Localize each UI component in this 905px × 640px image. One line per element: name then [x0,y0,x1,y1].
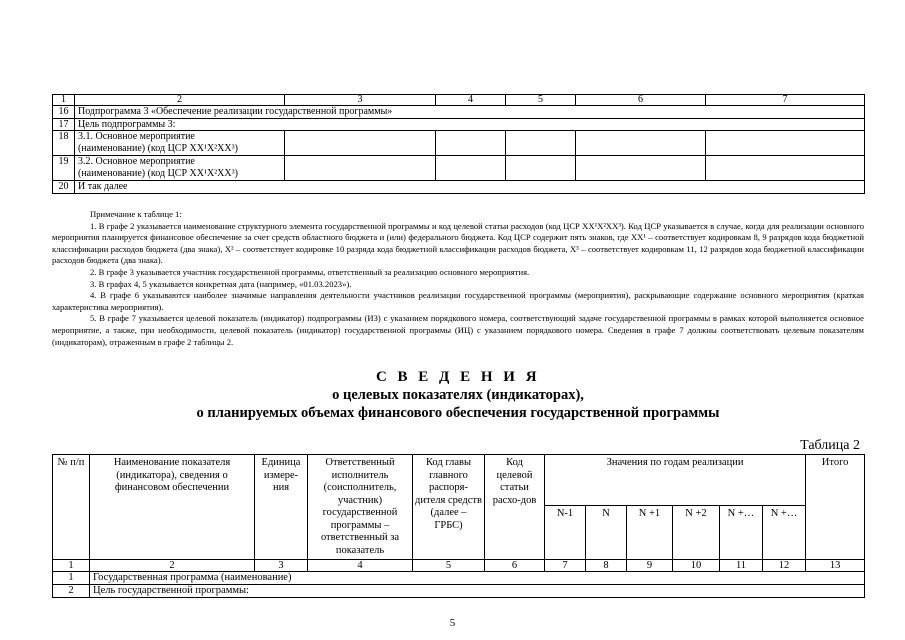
col-number: 13 [806,560,865,572]
row-number: 16 [53,106,75,119]
header-years: Значения по годам реализации [545,455,806,506]
col-number: 9 [627,560,673,572]
empty-cell [506,156,576,181]
note-5: 5. В графе 7 указывается целевой показатель (индикатор) подпрограммы (ИЗ) с указанием порядкового номера, соответствующий задаче государственной программы в рамках которой выполняется основное мероприятие, а также, при необходимости, целевой показатель (индикатор) государственной программы (ИЦ) с указанием порядкового номера. Сведения в графе 7 должны соответствовать целевым показателям (индикаторам), отраженным в графе 2 таблицы 2. [52,313,864,347]
table-row [53,585,865,598]
table-1-notes [52,209,864,348]
table-row [53,131,865,156]
year-n-plus-y: N +… [763,506,806,560]
empty-cell [706,131,865,156]
empty-cell [285,131,436,156]
col-number: 6 [485,560,545,572]
table-1-column-numbers [53,95,865,106]
table-2-caption: Таблица 2 [800,438,860,453]
year-n-plus-2: N +2 [673,506,720,560]
table-1-col-7: 7 [706,95,865,106]
empty-cell [436,131,506,156]
table-row [53,118,865,131]
table-1-col-5: 5 [506,95,576,106]
col-number: 2 [90,560,255,572]
col-number: 11 [720,560,763,572]
note-3: 3. В графах 4, 5 указывается конкретная дата (например, «01.03.2023»). [90,278,352,289]
empty-cell [506,131,576,156]
col-number: 3 [255,560,308,572]
header-total: Итого [806,455,865,560]
section-title [52,368,864,422]
col-number: 5 [413,560,485,572]
header-num: № п/п [53,455,90,560]
header-name: Наименование показателя (индикатора), сведения о финансовом обеспечении [90,455,255,560]
activity-3-1 [75,131,285,156]
empty-cell [285,156,436,181]
table-2-header-row [53,455,865,506]
year-n-plus-1: N +1 [627,506,673,560]
subprogram-3-title: Подпрограмма 3 «Обеспечение реализации государственной программы» [75,106,865,119]
table-1-col-3: 3 [285,95,436,106]
empty-cell [436,156,506,181]
note-1: 1. В графе 2 указывается наименование структурного элемента государственной программы и код целевой статьи расходов (код ЦСР XX¹X²XX³). Код ЦСР указывается в случае, когда для реализации основного мероприятия планируется финансовое обеспечение за счет средств областного бюджета и (или) федерального бюджета. Код ЦСР содержит пять знаков, где XX¹ – соответствует кодировкам 8, 9 разрядов кода бюджетной классификации расходов бюджета (два знака), X² – соответствует кодировке 10 разряда кода бюджетной классификации расходов бюджета, X³ – соответствует кодировкам 11, 12 разрядов кода бюджетной классификации расходов бюджета (два знака). [52,220,864,266]
and-so-on: И так далее [75,181,865,194]
title-line-2: о целевых показателях (индикаторах), [332,387,584,403]
table-row [53,156,865,181]
activity-3-1-line1: 3.1. Основное мероприятие [78,131,195,142]
header-unit: Единица измере-ния [255,455,308,560]
row-number: 20 [53,181,75,194]
year-n: N [586,506,627,560]
page-number: 5 [449,617,456,629]
empty-cell [576,131,706,156]
year-n-plus-x: N +… [720,506,763,560]
table-2-column-numbers [53,560,865,572]
header-kcsr: Код целевой статьи расхо-дов [485,455,545,560]
year-n-minus-1: N-1 [545,506,586,560]
table-1-col-6: 6 [576,95,706,106]
subprogram-3-goal: Цель подпрограммы 3: [75,118,865,131]
activity-3-2-line1: 3.2. Основное мероприятие [78,156,195,167]
empty-cell [706,156,865,181]
col-number: 1 [53,560,90,572]
col-number: 12 [763,560,806,572]
table-1-col-2: 2 [75,95,285,106]
table-1-col-1: 1 [53,95,75,106]
activity-3-1-line2: (наименование) (код ЦСР XX¹X²XX³) [78,142,238,154]
table-row [53,106,865,119]
title-line-3: о планируемых объемах финансового обеспечения государственной программы [196,405,720,421]
empty-cell [576,156,706,181]
table-row [53,572,865,585]
col-number: 8 [586,560,627,572]
note-2: 2. В графе 3 указывается участник государственной программы, ответственный за реализацию основного мероприятия. [90,266,530,277]
activity-3-2 [75,156,285,181]
col-number: 4 [308,560,413,572]
table-1-continuation [52,94,865,194]
row-number: 19 [53,156,75,181]
row-number: 17 [53,118,75,131]
table-1-col-4: 4 [436,95,506,106]
state-program-goal-row: Цель государственной программы: [90,585,865,598]
row-number: 18 [53,131,75,156]
header-responsible: Ответственный исполнитель (соисполнитель, участник) государственной программы – ответственный за показатель [308,455,413,560]
notes-title: Примечание к таблице 1: [90,209,182,219]
title-svedeniya: С В Е Д Е Н И Я [375,369,541,385]
row-number: 2 [53,585,90,598]
header-grbs: Код главы главного распоря-дителя средств (далее – ГРБС) [413,455,485,560]
note-4: 4. В графе 6 указываются наиболее значимые направления деятельности участников реализации государственной программы (мероприятия), раскрывающие содержание основного мероприятия (краткая характеристика мероприятия). [52,290,864,312]
activity-3-2-line2: (наименование) (код ЦСР XX¹X²XX³) [78,167,238,179]
state-program-row: Государственная программа (наименование) [90,572,865,585]
table-2 [52,454,865,598]
col-number: 7 [545,560,586,572]
table-row [53,181,865,194]
col-number: 10 [673,560,720,572]
row-number: 1 [53,572,90,585]
